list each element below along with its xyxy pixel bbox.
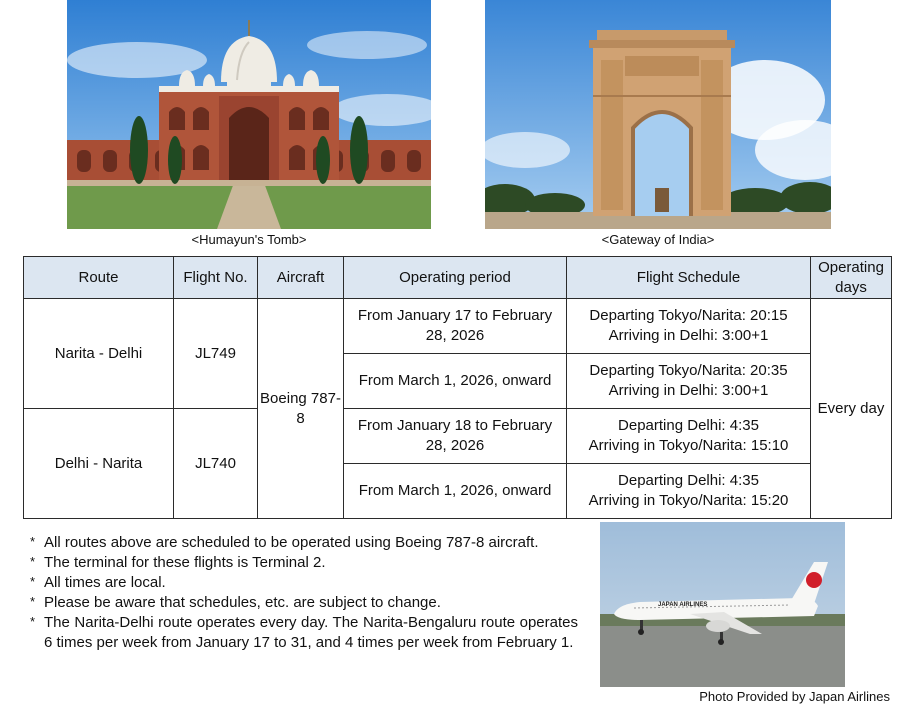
note-marker: * [30, 534, 36, 549]
gateway-of-india-caption: <Gateway of India> [601, 232, 715, 247]
gateway-of-india-photo [485, 0, 831, 229]
arrival-time: Arriving in Delhi: 3:00+1 [608, 382, 769, 399]
arrival-time: Arriving in Tokyo/Narita: 15:10 [588, 437, 789, 454]
note-item [30, 573, 578, 593]
route-cell: Narita - Delhi [24, 299, 174, 409]
departure-time: Departing Delhi: 4:35 [618, 472, 759, 489]
note-text: All times are local. [44, 574, 166, 591]
table-header-row [24, 257, 892, 299]
aircraft-cell: Boeing 787-8 [258, 299, 344, 519]
note-marker: * [30, 574, 36, 589]
aircraft-photo [600, 522, 845, 687]
schedule-cell [567, 464, 811, 519]
gateway-of-india-illustration [485, 0, 831, 229]
departure-time: Departing Tokyo/Narita: 20:15 [589, 307, 788, 324]
arrival-time: Arriving in Tokyo/Narita: 15:20 [588, 492, 789, 509]
note-text: Please be aware that schedules, etc. are subject to change. [44, 594, 441, 611]
notes-list [30, 533, 578, 653]
period-cell: From January 18 to February 28, 2026 [344, 409, 567, 464]
header-route: Route [24, 257, 174, 299]
table-row [24, 409, 892, 464]
schedule-cell [567, 354, 811, 409]
boeing-787-illustration [600, 522, 845, 687]
schedule-cell [567, 299, 811, 354]
header-operating-days: Operating days [811, 257, 892, 299]
airline-livery-text: JAPAN AIRLINES [658, 602, 708, 608]
aircraft-photo-caption: Photo Provided by Japan Airlines [699, 689, 890, 704]
departure-time: Departing Tokyo/Narita: 20:35 [589, 362, 788, 379]
humayuns-tomb-photo [67, 0, 431, 229]
schedule-cell [567, 409, 811, 464]
note-item [30, 533, 578, 553]
header-operating-period: Operating period [344, 257, 567, 299]
note-text: All routes above are scheduled to be operated using Boeing 787-8 aircraft. [44, 534, 539, 551]
header-flight-schedule: Flight Schedule [567, 257, 811, 299]
route-cell: Delhi - Narita [24, 409, 174, 519]
arrival-time: Arriving in Delhi: 3:00+1 [608, 327, 769, 344]
flight-no-cell: JL749 [174, 299, 258, 409]
note-item [30, 613, 578, 653]
table-row [24, 299, 892, 354]
note-marker: * [30, 614, 36, 629]
note-marker: * [30, 554, 36, 569]
note-text: The Narita-Delhi route operates every day. The Narita-Bengaluru route operates 6 times per week from January 17 to 31, and 4 times per week from February 1. [44, 614, 578, 651]
humayuns-tomb-illustration [67, 0, 431, 229]
period-cell: From March 1, 2026, onward [344, 464, 567, 519]
note-marker: * [30, 594, 36, 609]
operating-days-cell: Every day [811, 299, 892, 519]
header-flight-no: Flight No. [174, 257, 258, 299]
period-cell: From January 17 to February 28, 2026 [344, 299, 567, 354]
note-item [30, 593, 578, 613]
flight-schedule-table [23, 256, 892, 519]
humayuns-tomb-caption: <Humayun's Tomb> [191, 232, 307, 247]
flight-no-cell: JL740 [174, 409, 258, 519]
note-text: The terminal for these flights is Terminal 2. [44, 554, 326, 571]
note-item [30, 553, 578, 573]
header-aircraft: Aircraft [258, 257, 344, 299]
departure-time: Departing Delhi: 4:35 [618, 417, 759, 434]
period-cell: From March 1, 2026, onward [344, 354, 567, 409]
